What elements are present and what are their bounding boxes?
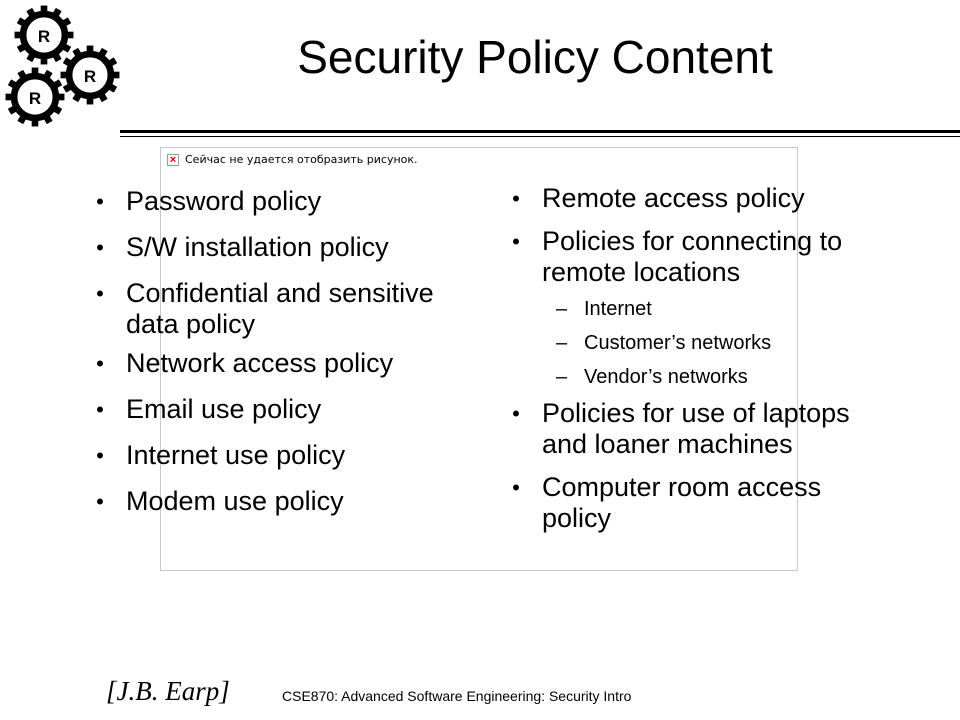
list-item bbox=[506, 472, 886, 534]
bullet-icon: • bbox=[96, 235, 104, 260]
broken-image-message: Сейчас не удается отобразить рисунок. bbox=[185, 153, 418, 166]
list-item-text: Remote access policy bbox=[542, 183, 805, 213]
list-item bbox=[506, 183, 886, 214]
gear-letter: R bbox=[37, 27, 51, 46]
left-bullet-list bbox=[90, 186, 480, 532]
list-item bbox=[506, 226, 886, 288]
list-item-text: Policies for connecting to remote locations bbox=[542, 226, 843, 287]
bullet-icon: • bbox=[96, 281, 104, 306]
bullet-icon: • bbox=[512, 401, 520, 426]
list-item-text: Modem use policy bbox=[126, 486, 344, 516]
list-item-text: Network access policy bbox=[126, 348, 394, 378]
footer-course-title: CSE870: Advanced Software Engineering: Security Intro bbox=[282, 688, 632, 704]
list-item bbox=[90, 440, 480, 471]
list-item-text: Policies for use of laptops and loaner machines bbox=[542, 398, 850, 459]
sub-list-item-text: Customer’s networks bbox=[584, 332, 772, 354]
list-item bbox=[90, 486, 480, 517]
bullet-icon: • bbox=[96, 397, 104, 422]
right-bullet-list bbox=[506, 183, 886, 546]
list-item bbox=[90, 278, 480, 340]
sub-bullet-icon: – bbox=[556, 366, 568, 388]
title-divider-thick bbox=[120, 130, 960, 133]
sub-bullet-icon: – bbox=[556, 332, 568, 354]
list-item bbox=[90, 348, 480, 379]
title-divider-thin bbox=[120, 136, 960, 137]
broken-image-icon: × bbox=[167, 154, 179, 166]
list-item bbox=[506, 398, 886, 460]
sub-list-item bbox=[506, 364, 886, 390]
list-item-text: Confidential and sensitive data policy bbox=[126, 278, 434, 339]
list-item-text: Computer room access policy bbox=[542, 472, 822, 533]
sub-list-item-text: Vendor’s networks bbox=[584, 366, 748, 388]
bullet-icon: • bbox=[512, 186, 520, 211]
bullet-icon: • bbox=[512, 475, 520, 500]
list-item bbox=[90, 186, 480, 217]
list-item-text: Internet use policy bbox=[126, 440, 346, 470]
sub-list-item bbox=[506, 330, 886, 356]
gear-letter: R bbox=[83, 67, 97, 86]
sub-list-item bbox=[506, 296, 886, 322]
sub-bullet-icon: – bbox=[556, 298, 568, 320]
bullet-icon: • bbox=[96, 351, 104, 376]
list-item-text: S/W installation policy bbox=[126, 232, 389, 262]
sub-list-item-text: Internet bbox=[584, 298, 652, 320]
list-item bbox=[90, 232, 480, 263]
bullet-icon: • bbox=[96, 489, 104, 514]
list-item bbox=[90, 394, 480, 425]
bullet-icon: • bbox=[96, 189, 104, 214]
bullet-icon: • bbox=[512, 229, 520, 254]
footer-author: [J.B. Earp] bbox=[106, 676, 230, 706]
slide-title: Security Policy Content bbox=[297, 31, 773, 83]
list-item-text: Password policy bbox=[126, 186, 322, 216]
list-item-text: Email use policy bbox=[126, 394, 322, 424]
bullet-icon: • bbox=[96, 443, 104, 468]
gear-letter: R bbox=[28, 89, 42, 108]
